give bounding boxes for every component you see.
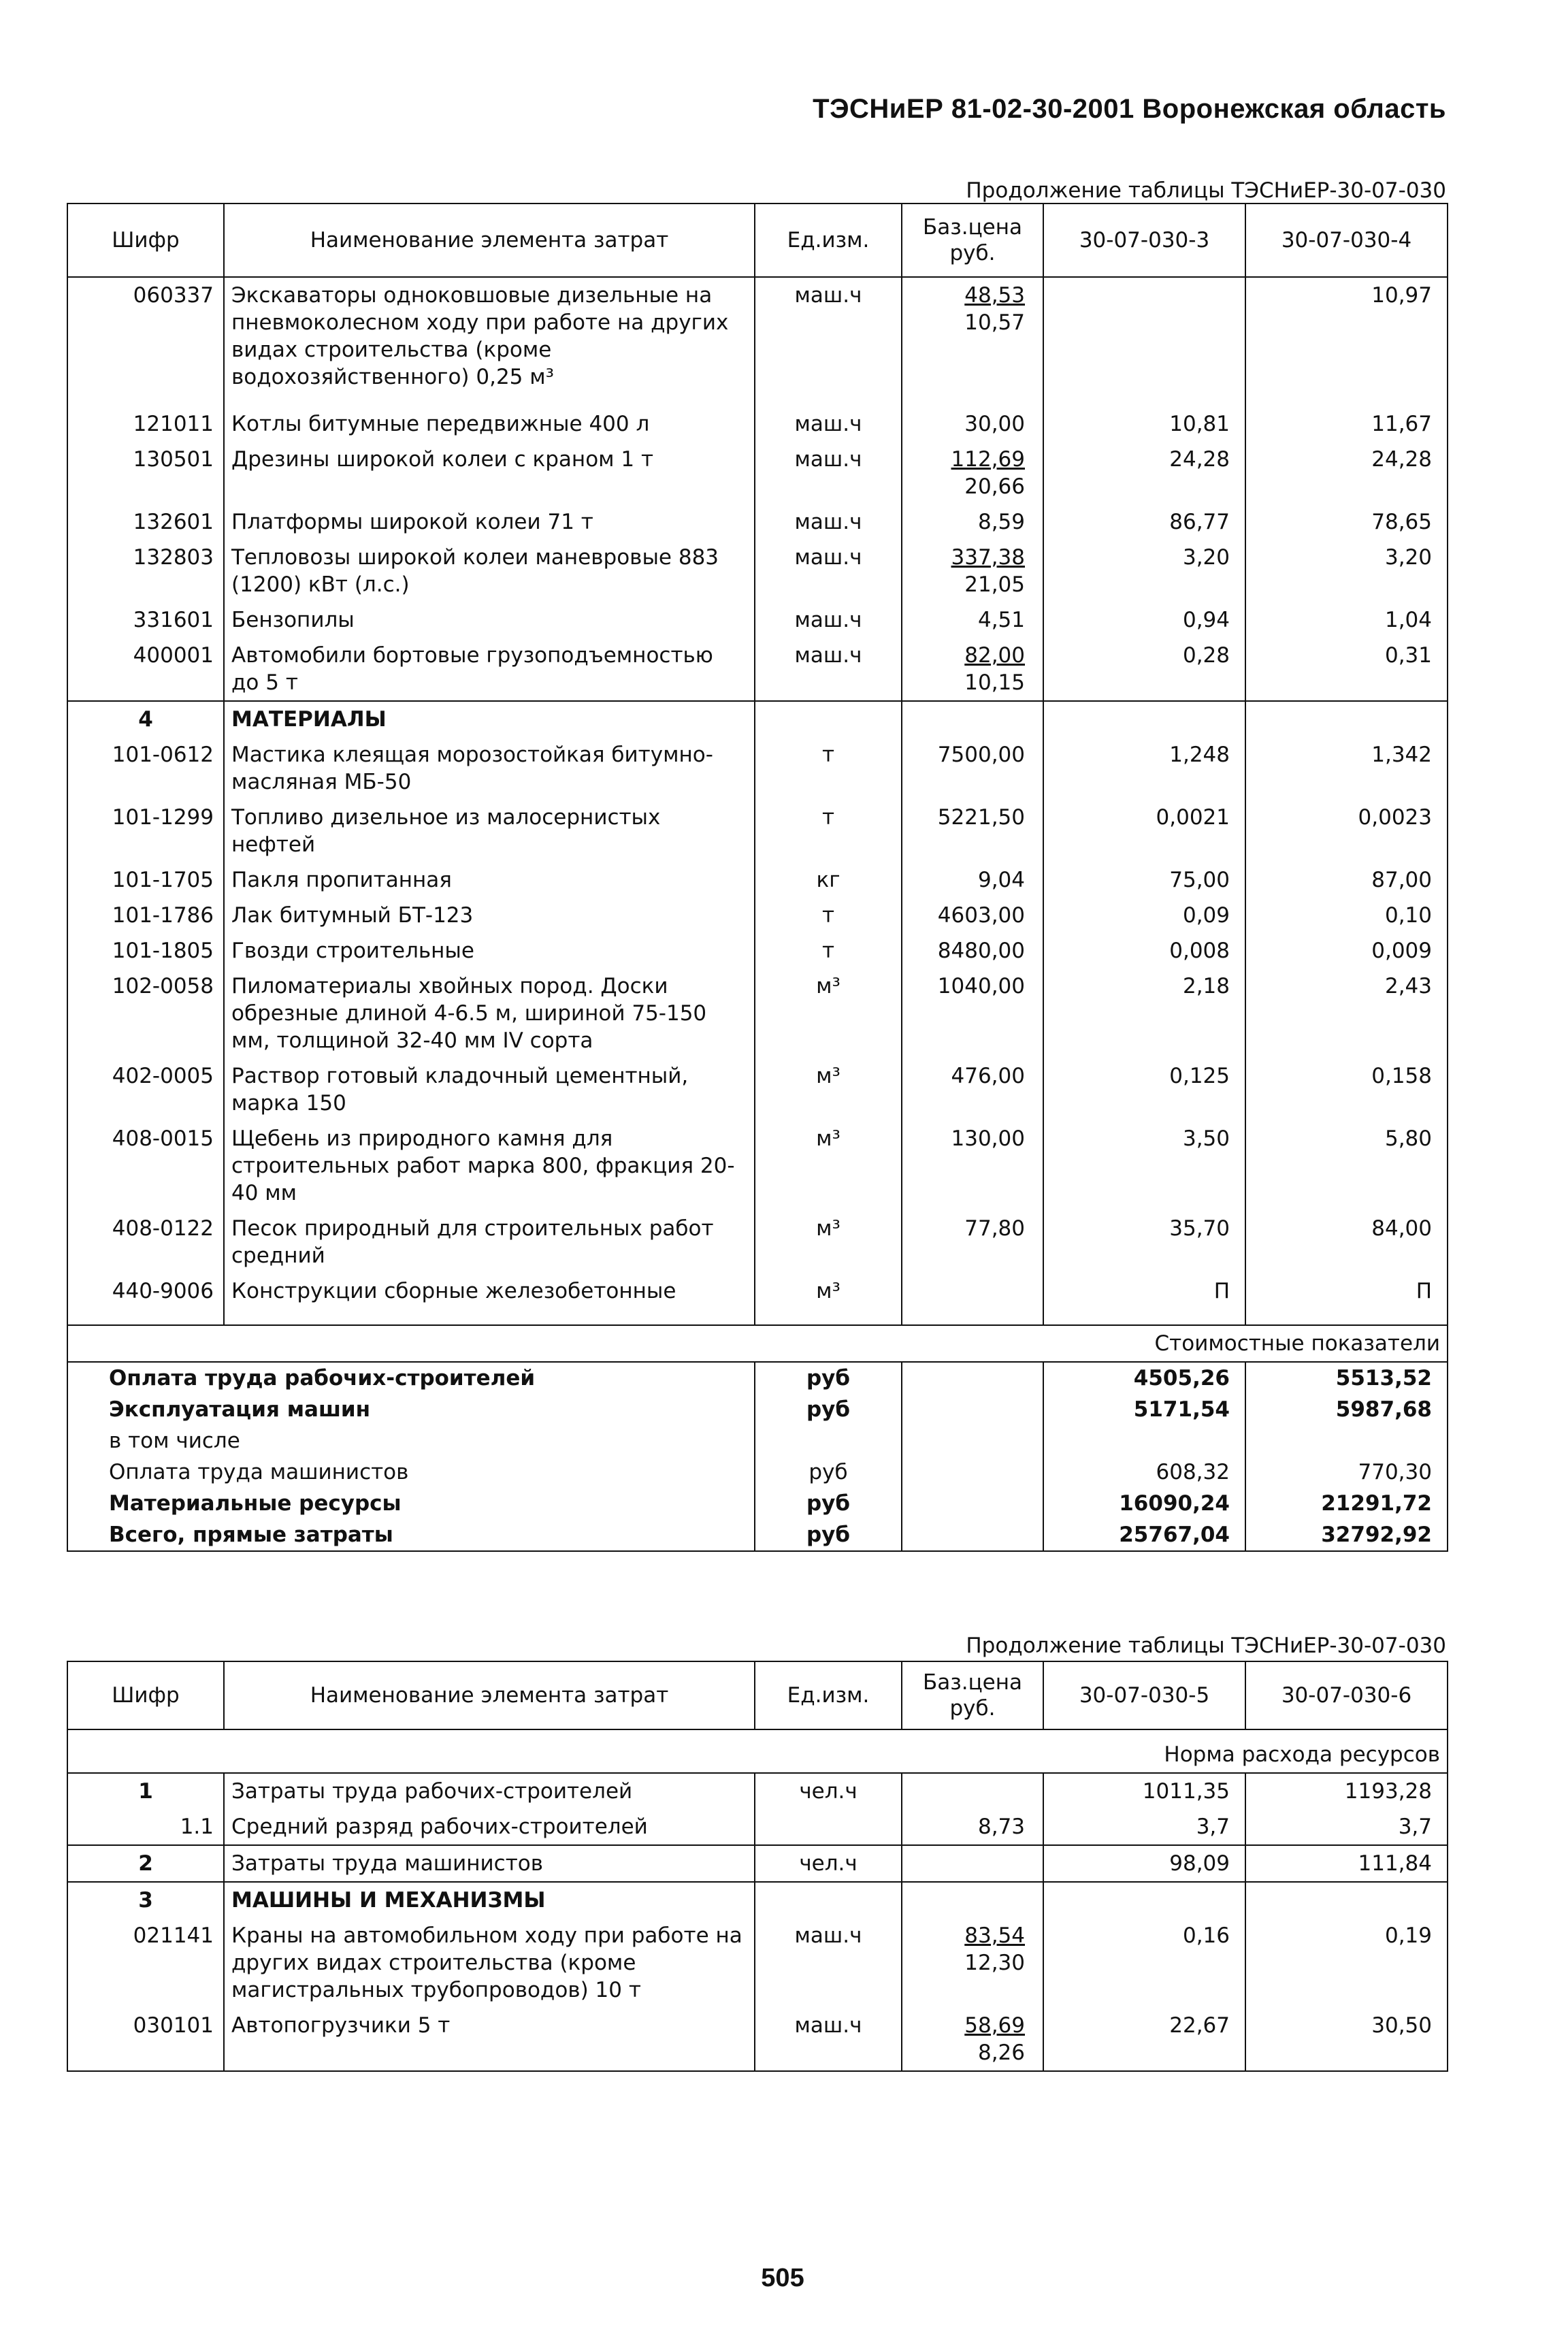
summary-row [67, 1519, 1448, 1551]
base-price-cell [902, 1918, 1043, 2008]
unit-cell: чел.ч [755, 1845, 902, 1882]
base-price-cell [902, 540, 1043, 602]
name-cell: Средний разряд рабочих-строителей [224, 1809, 755, 1845]
code-cell: 102-0058 [67, 969, 224, 1058]
empty-cell [1043, 1309, 1245, 1325]
unit-cell: маш.ч [755, 406, 902, 442]
table2-continuation-label: Продолжение таблицы ТЭСНиЕР-30-07-030 [966, 1633, 1446, 1658]
base-price: 9,04 [977, 868, 1025, 892]
name-cell: Тепловозы широкой колеи маневровые 883 (1200) кВт (л.с.) [224, 540, 755, 602]
code-cell: 132803 [67, 540, 224, 602]
base-price-wages: 10,15 [964, 670, 1025, 695]
summary-value-1: 4505,26 [1043, 1362, 1245, 1394]
empty-cell [67, 1309, 224, 1325]
code-cell: 1.1 [67, 1809, 224, 1845]
table-row [67, 1121, 1448, 1211]
col-header-code: Шифр [67, 204, 224, 277]
unit-cell: маш.ч [755, 442, 902, 504]
unit-cell: чел.ч [755, 1773, 902, 1809]
code-cell: 408-0015 [67, 1121, 224, 1211]
name-cell: Топливо дизельное из малосернистых нефтей [224, 800, 755, 862]
base-price: 1040,00 [937, 974, 1025, 998]
code-cell: 402-0005 [67, 1058, 224, 1121]
norm-cell-1: 0,008 [1043, 933, 1245, 969]
unit-cell: маш.ч [755, 602, 902, 638]
base-price-cell [902, 1882, 1043, 1918]
empty-cell [1043, 701, 1245, 737]
unit-cell: маш.ч [755, 1918, 902, 2008]
section-number: 4 [67, 701, 224, 737]
norm-cell-2: 78,65 [1245, 504, 1448, 540]
code-cell: 3 [67, 1882, 224, 1918]
name-cell: Гвозди строительные [224, 933, 755, 969]
code-cell: 121011 [67, 406, 224, 442]
base-price: 82,00 [964, 643, 1025, 668]
col-header-unit: Ед.изм. [755, 1661, 902, 1729]
name-cell: Затраты труда машинистов [224, 1845, 755, 1882]
summary-base-empty [902, 1362, 1043, 1394]
code-cell: 2 [67, 1845, 224, 1882]
norm-cell-2: 3,20 [1245, 540, 1448, 602]
summary-base-empty [902, 1457, 1043, 1488]
unit-cell: т [755, 800, 902, 862]
norm-cell-1: 35,70 [1043, 1211, 1245, 1273]
table1-header-row [67, 204, 1448, 277]
unit-cell: кг [755, 862, 902, 898]
resource-table-1 [67, 203, 1448, 1552]
unit-cell: м³ [755, 969, 902, 1058]
table-row [67, 737, 1448, 800]
table-row [67, 933, 1448, 969]
name-cell: Песок природный для строительных работ средний [224, 1211, 755, 1273]
table-row [67, 602, 1448, 638]
name-cell: Котлы битумные передвижные 400 л [224, 406, 755, 442]
norm-cell-1: 3,7 [1043, 1809, 1245, 1845]
norm-cell-1: 3,20 [1043, 540, 1245, 602]
table-row [67, 2008, 1448, 2071]
summary-value-2: 5987,68 [1245, 1394, 1448, 1425]
unit-cell: маш.ч [755, 540, 902, 602]
base-price: 77,80 [964, 1216, 1025, 1241]
summary-row [67, 1425, 1448, 1457]
empty-cell [755, 701, 902, 737]
base-price-cell [902, 969, 1043, 1058]
code-cell: 030101 [67, 2008, 224, 2071]
unit-cell: м³ [755, 1273, 902, 1309]
norm-cell-2: 0,158 [1245, 1058, 1448, 1121]
base-price-cell [902, 933, 1043, 969]
norm-cell-2: 24,28 [1245, 442, 1448, 504]
code-cell: 101-0612 [67, 737, 224, 800]
table-row [67, 1773, 1448, 1809]
summary-row [67, 1488, 1448, 1519]
table-row [67, 406, 1448, 442]
summary-row [67, 1362, 1448, 1394]
table-row [67, 969, 1448, 1058]
norm-cell-2: 10,97 [1245, 277, 1448, 406]
base-price-wages: 20,66 [964, 474, 1025, 499]
name-cell: Конструкции сборные железобетонные [224, 1273, 755, 1309]
norm-cell-1: 0,125 [1043, 1058, 1245, 1121]
norm-cell-1: 0,94 [1043, 602, 1245, 638]
base-price-wages: 8,26 [977, 2040, 1025, 2065]
base-price-cell [902, 1058, 1043, 1121]
summary-value-2: 21291,72 [1245, 1488, 1448, 1519]
table-row [67, 442, 1448, 504]
unit-cell: маш.ч [755, 277, 902, 406]
norm-cell-2: 111,84 [1245, 1845, 1448, 1882]
norm-cell-1: 1011,35 [1043, 1773, 1245, 1809]
table-row [67, 1273, 1448, 1309]
base-price-cell [902, 638, 1043, 701]
summary-unit: руб [755, 1362, 902, 1394]
name-cell: Автомобили бортовые грузоподъемностью до 5 т [224, 638, 755, 701]
base-price-cell [902, 2008, 1043, 2071]
base-price: 7500,00 [937, 743, 1025, 767]
norm-cell-2: 11,67 [1245, 406, 1448, 442]
summary-value-1: 25767,04 [1043, 1519, 1245, 1551]
summary-row [67, 1394, 1448, 1425]
base-price: 48,53 [964, 283, 1025, 308]
base-price-cell [902, 1211, 1043, 1273]
summary-value-1 [1043, 1425, 1245, 1457]
empty-cell [755, 1309, 902, 1325]
norm-cell-2: 0,10 [1245, 898, 1448, 933]
norm-cell-1: П [1043, 1273, 1245, 1309]
norm-cell-1: 24,28 [1043, 442, 1245, 504]
base-price-cell [902, 1273, 1043, 1309]
base-price: 83,54 [964, 1923, 1025, 1948]
unit-cell: м³ [755, 1211, 902, 1273]
unit-cell [755, 1882, 902, 1918]
code-cell: 132601 [67, 504, 224, 540]
norm-cell-1: 0,16 [1043, 1918, 1245, 2008]
norm-cell-1: 22,67 [1043, 2008, 1245, 2071]
name-cell: Экскаваторы одноковшовые дизельные на пневмоколесном ходу при работе на других видах строительства (кроме водохозяйственного) 0,25 м³ [224, 277, 755, 406]
empty-cell [902, 1309, 1043, 1325]
summary-unit: руб [755, 1394, 902, 1425]
base-price-cell [902, 406, 1043, 442]
summary-name: Оплата труда машинистов [67, 1457, 755, 1488]
base-price: 30,00 [964, 412, 1025, 436]
code-cell: 440-9006 [67, 1273, 224, 1309]
name-cell: Дрезины широкой колеи с краном 1 т [224, 442, 755, 504]
col-header-name: Наименование элемента затрат [224, 204, 755, 277]
base-price: 337,38 [951, 545, 1025, 570]
summary-unit: руб [755, 1519, 902, 1551]
norm-cell-1: 10,81 [1043, 406, 1245, 442]
summary-value-2: 32792,92 [1245, 1519, 1448, 1551]
name-cell: Пакля пропитанная [224, 862, 755, 898]
code-cell: 021141 [67, 1918, 224, 2008]
name-cell: Щебень из природного камня для строительных работ марка 800, фракция 20-40 мм [224, 1121, 755, 1211]
unit-cell: т [755, 898, 902, 933]
norm-cell-1: 0,28 [1043, 638, 1245, 701]
base-price-wages: 12,30 [964, 1951, 1025, 1975]
section-row-materials [67, 701, 1448, 737]
norm-cell-2: 0,009 [1245, 933, 1448, 969]
name-cell: Затраты труда рабочих-строителей [224, 1773, 755, 1809]
col-header-norm-6: 30-07-030-6 [1245, 1661, 1448, 1729]
table-row [67, 1882, 1448, 1918]
base-price: 476,00 [951, 1064, 1025, 1088]
norm-cell-1: 3,50 [1043, 1121, 1245, 1211]
base-price-cell [902, 277, 1043, 406]
base-price: 8,73 [977, 1815, 1025, 1839]
base-price-cell [902, 1809, 1043, 1845]
norm-cell-2 [1245, 1882, 1448, 1918]
table-row [67, 898, 1448, 933]
cost-caption: Стоимостные показатели [67, 1325, 1448, 1362]
name-cell: Автопогрузчики 5 т [224, 2008, 755, 2071]
norm-cell-1: 86,77 [1043, 504, 1245, 540]
name-cell: Лак битумный БТ-123 [224, 898, 755, 933]
section-title: МАТЕРИАЛЫ [224, 701, 755, 737]
col-header-norm-3: 30-07-030-3 [1043, 204, 1245, 277]
base-price: 8,59 [977, 510, 1025, 534]
col-header-norm-5: 30-07-030-5 [1043, 1661, 1245, 1729]
summary-value-1: 5171,54 [1043, 1394, 1245, 1425]
name-cell: Мастика клеящая морозостойкая битумно-масляная МБ-50 [224, 737, 755, 800]
name-cell: Раствор готовый кладочный цементный, марка 150 [224, 1058, 755, 1121]
empty-cell [1245, 1309, 1448, 1325]
unit-cell: маш.ч [755, 504, 902, 540]
summary-value-2: 5513,52 [1245, 1362, 1448, 1394]
summary-value-1: 608,32 [1043, 1457, 1245, 1488]
code-cell: 101-1705 [67, 862, 224, 898]
norm-cell-1: 0,09 [1043, 898, 1245, 933]
summary-base-empty [902, 1519, 1043, 1551]
table2-header-row [67, 1661, 1448, 1729]
norm-cell-1: 75,00 [1043, 862, 1245, 898]
norm-cell-2: 87,00 [1245, 862, 1448, 898]
summary-value-2: 770,30 [1245, 1457, 1448, 1488]
base-price-cell [902, 504, 1043, 540]
base-price-wages: 10,57 [964, 310, 1025, 335]
base-price-cell [902, 1845, 1043, 1882]
base-price-cell [902, 862, 1043, 898]
norm-cell-2: 30,50 [1245, 2008, 1448, 2071]
name-cell: МАШИНЫ И МЕХАНИЗМЫ [224, 1882, 755, 1918]
name-cell: Платформы широкой колеи 71 т [224, 504, 755, 540]
table-row [67, 800, 1448, 862]
norm-cell-2: 1,342 [1245, 737, 1448, 800]
base-price: 130,00 [951, 1126, 1025, 1151]
summary-name: в том числе [67, 1425, 755, 1457]
norm-cell-2: 84,00 [1245, 1211, 1448, 1273]
base-price: 112,69 [951, 447, 1025, 472]
empty-cell [224, 1309, 755, 1325]
resource-table-2 [67, 1661, 1448, 2072]
col-header-name: Наименование элемента затрат [224, 1661, 755, 1729]
col-header-code: Шифр [67, 1661, 224, 1729]
base-price-cell [902, 737, 1043, 800]
unit-cell: маш.ч [755, 638, 902, 701]
table-row [67, 862, 1448, 898]
summary-base-empty [902, 1488, 1043, 1519]
col-header-base-price: Баз.цена руб. [902, 204, 1043, 277]
summary-unit: руб [755, 1488, 902, 1519]
table-row [67, 540, 1448, 602]
summary-name: Эксплуатация машин [67, 1394, 755, 1425]
norm-cell-2: 1193,28 [1245, 1773, 1448, 1809]
page-number: 505 [761, 2264, 804, 2292]
base-price-cell [902, 602, 1043, 638]
code-cell: 101-1786 [67, 898, 224, 933]
summary-value-1: 16090,24 [1043, 1488, 1245, 1519]
table-row [67, 277, 1448, 406]
name-cell: Бензопилы [224, 602, 755, 638]
table-row [67, 1809, 1448, 1845]
base-price: 58,69 [964, 2013, 1025, 2038]
summary-base-empty [902, 1394, 1043, 1425]
code-cell: 130501 [67, 442, 224, 504]
base-price-cell [902, 898, 1043, 933]
base-price: 4603,00 [937, 903, 1025, 928]
base-price: 5221,50 [937, 805, 1025, 830]
base-price: 4,51 [977, 608, 1025, 632]
norm-cell-2: 0,19 [1245, 1918, 1448, 2008]
norm-cell-1: 0,0021 [1043, 800, 1245, 862]
unit-cell: м³ [755, 1058, 902, 1121]
norm-cell-1: 2,18 [1043, 969, 1245, 1058]
base-price-cell [902, 442, 1043, 504]
code-cell: 331601 [67, 602, 224, 638]
summary-unit [755, 1425, 902, 1457]
unit-cell: маш.ч [755, 2008, 902, 2071]
name-cell: Краны на автомобильном ходу при работе на других видах строительства (кроме магистральных трубопроводов) 10 т [224, 1918, 755, 2008]
code-cell: 101-1299 [67, 800, 224, 862]
summary-base-empty [902, 1425, 1043, 1457]
spacer-row [67, 1309, 1448, 1325]
name-cell: Пиломатериалы хвойных пород. Доски обрезные длиной 4-6.5 м, шириной 75-150 мм, толщиной 32-40 мм IV сорта [224, 969, 755, 1058]
table-row [67, 1845, 1448, 1882]
norm-cell-1: 98,09 [1043, 1845, 1245, 1882]
base-price-cell [902, 1121, 1043, 1211]
norm-cell-2: 2,43 [1245, 969, 1448, 1058]
base-price: 8480,00 [937, 939, 1025, 963]
code-cell: 408-0122 [67, 1211, 224, 1273]
page-header-title: ТЭСНиЕР 81-02-30-2001 Воронежская область [813, 94, 1446, 124]
norm-cell-2: 1,04 [1245, 602, 1448, 638]
table-row [67, 1058, 1448, 1121]
base-price-wages: 21,05 [964, 572, 1025, 597]
norm-caption-row [67, 1729, 1448, 1773]
empty-cell [902, 701, 1043, 737]
norm-cell-2: П [1245, 1273, 1448, 1309]
code-cell: 400001 [67, 638, 224, 701]
summary-row [67, 1457, 1448, 1488]
summary-value-2 [1245, 1425, 1448, 1457]
cost-caption-row [67, 1325, 1448, 1362]
norm-cell-2: 0,31 [1245, 638, 1448, 701]
table-row [67, 504, 1448, 540]
norm-caption: Норма расхода ресурсов [67, 1729, 1448, 1773]
norm-cell-2: 3,7 [1245, 1809, 1448, 1845]
summary-name: Материальные ресурсы [67, 1488, 755, 1519]
summary-name: Всего, прямые затраты [67, 1519, 755, 1551]
table1-continuation-label: Продолжение таблицы ТЭСНиЕР-30-07-030 [966, 178, 1446, 203]
unit-cell [755, 1809, 902, 1845]
norm-cell-1: 1,248 [1043, 737, 1245, 800]
norm-cell-1 [1043, 1882, 1245, 1918]
col-header-base-price: Баз.цена руб. [902, 1661, 1043, 1729]
norm-cell-2: 5,80 [1245, 1121, 1448, 1211]
base-price-cell [902, 1773, 1043, 1809]
unit-cell: м³ [755, 1121, 902, 1211]
unit-cell: т [755, 737, 902, 800]
table-row [67, 1918, 1448, 2008]
col-header-unit: Ед.изм. [755, 204, 902, 277]
col-header-norm-4: 30-07-030-4 [1245, 204, 1448, 277]
summary-name: Оплата труда рабочих-строителей [67, 1362, 755, 1394]
norm-cell-1 [1043, 277, 1245, 406]
unit-cell: т [755, 933, 902, 969]
empty-cell [1245, 701, 1448, 737]
table-row [67, 1211, 1448, 1273]
code-cell: 101-1805 [67, 933, 224, 969]
norm-cell-2: 0,0023 [1245, 800, 1448, 862]
base-price-cell [902, 800, 1043, 862]
table-row [67, 638, 1448, 701]
code-cell: 060337 [67, 277, 224, 406]
summary-unit: руб [755, 1457, 902, 1488]
code-cell: 1 [67, 1773, 224, 1809]
